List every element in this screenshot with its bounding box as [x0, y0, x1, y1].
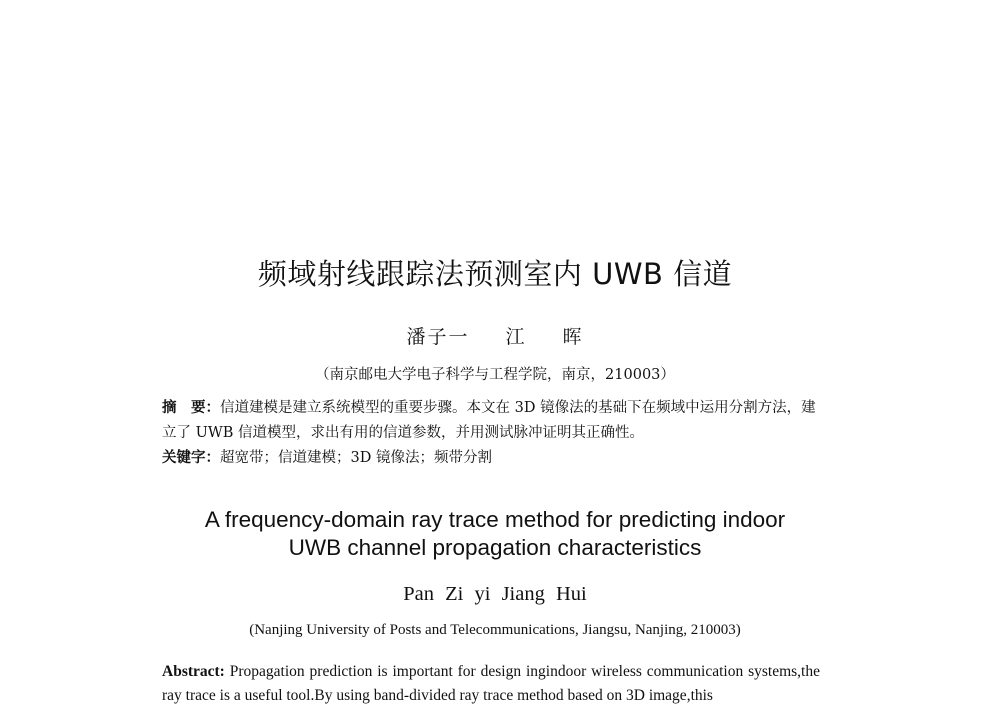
chinese-abstract-text: 信道建模是建立系统模型的重要步骤。本文在 3D 镜像法的基础下在频域中运用分割方法，建立了 UWB 信道模型，求出有用的信道参数，并用测试脉冲证明其正确性。 — [162, 400, 816, 441]
english-abstract-label: Abstract: — [162, 663, 225, 680]
chinese-abstract-paragraph — [162, 396, 827, 446]
chinese-title: 频域射线跟踪法预测室内 UWB 信道 — [257, 257, 733, 291]
chinese-abstract — [162, 396, 827, 471]
english-abstract-text: Propagation prediction is important for design ingindoor wireless communication systems,the ray trace is a useful tool.By using band-divided ray trace method based on 3D image,this — [162, 663, 820, 704]
english-affiliation: (Nanjing University of Posts and Telecommunications, Jiangsu, Nanjing, 210003) — [249, 622, 741, 638]
chinese-keywords-label: 关键字： — [162, 450, 220, 466]
english-authors: Pan Zi yi Jiang Hui — [403, 583, 587, 605]
chinese-affiliation: （南京邮电大学电子科学与工程学院，南京，210003） — [315, 367, 675, 383]
english-title — [0, 506, 990, 562]
english-title-line-2: UWB channel propagation characteristics — [288, 535, 702, 560]
chinese-keywords-text: 超宽带；信道建模；3D 镜像法；频带分割 — [220, 450, 492, 466]
english-title-line-1: A frequency-domain ray trace method for predicting indoor — [204, 507, 786, 532]
chinese-authors: 潘子一 江 晖 — [406, 326, 584, 348]
chinese-keywords — [162, 446, 827, 471]
chinese-abstract-label: 摘 要： — [162, 400, 220, 416]
english-abstract — [162, 660, 820, 708]
